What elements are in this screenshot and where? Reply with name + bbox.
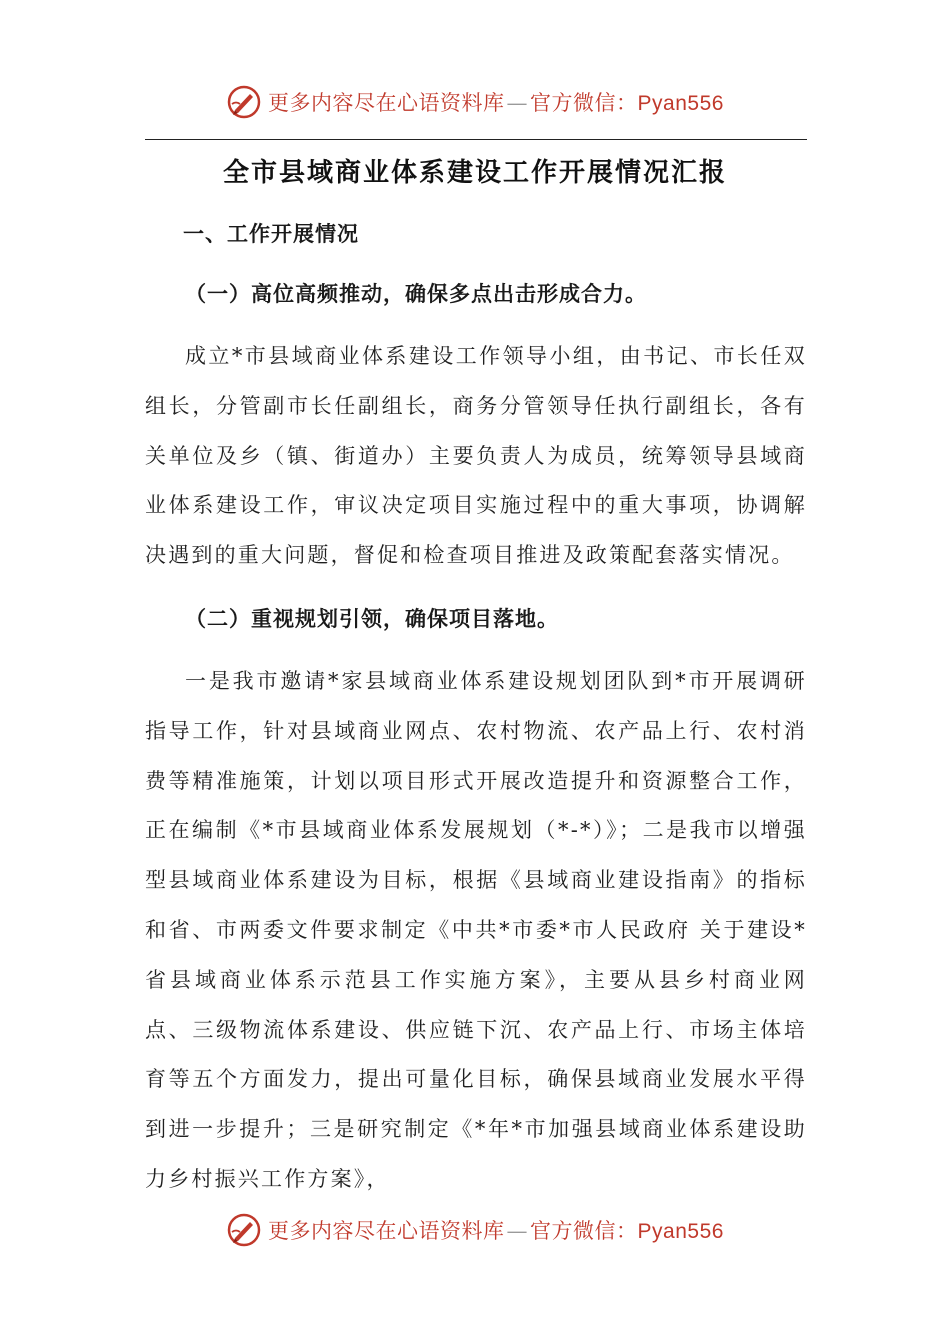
banner-text — [268, 87, 724, 117]
paragraph-1: 成立*市县域商业体系建设工作领导小组，由书记、市长任双组长，分管副市长任副组长，商务分管领导任执行副组长，各有关单位及乡（镇、街道办）主要负责人为成员，统筹领导县域商业体系建设工作，审议决定项目实施过程中的重大事项，协调解决遇到的重大问题，督促和检查项目推进及政策配套落实情况。 — [145, 344, 807, 568]
section-heading-1: 一、工作开展情况 — [183, 221, 359, 246]
header-banner — [0, 82, 950, 122]
banner-main-text: 更多内容尽在心语资料库 — [268, 91, 505, 115]
pen-logo-icon — [226, 1212, 262, 1248]
paragraph-2: 一是我市邀请*家县域商业体系建设规划团队到*市开展调研指导工作，针对县域商业网点、农村物流、农产品上行、农村消费等精准施策，计划以项目形式开展改造提升和资源整合工作，正在编制《*市县域商业体系发展规划（*-*）》；二是我市以增强型县域商业体系建设为目标，根据《县域商业建设指南》的指标和省、市两委文件要求制定《中共*市委*市人民政府 关于建设*省县域商业体系示范县工作实施方案》，主要从县乡村商业网点、三级物流体系建设、供应链下沉、农产品上行、市场主体培育等五个方面发力，提出可量化目标，确保县域商业发展水平得到进一步提升；三是研究制定《*年*市加强县域商业体系建设助力乡村振兴工作方案》， — [145, 668, 807, 1191]
banner-text — [268, 1215, 724, 1245]
footer-banner — [0, 1210, 950, 1250]
pen-logo-icon — [226, 84, 262, 120]
banner-separator: — — [506, 1219, 529, 1243]
subsection-heading-1: （一）高位高频推动，确保多点出击形成合力。 — [185, 281, 647, 306]
banner-separator: — — [506, 91, 529, 115]
banner-wechat-label: 官方微信： — [530, 1219, 638, 1243]
banner-wechat-id: Pyan556 — [637, 92, 724, 115]
banner-wechat-id: Pyan556 — [637, 1220, 724, 1243]
banner-main-text: 更多内容尽在心语资料库 — [268, 1219, 505, 1243]
document-body — [145, 212, 807, 1205]
document-title: 全市县域商业体系建设工作开展情况汇报 — [222, 158, 727, 188]
subsection-heading-2: （二）重视规划引领，确保项目落地。 — [185, 605, 559, 631]
banner-wechat-label: 官方微信： — [530, 91, 638, 115]
header-divider — [145, 139, 807, 140]
